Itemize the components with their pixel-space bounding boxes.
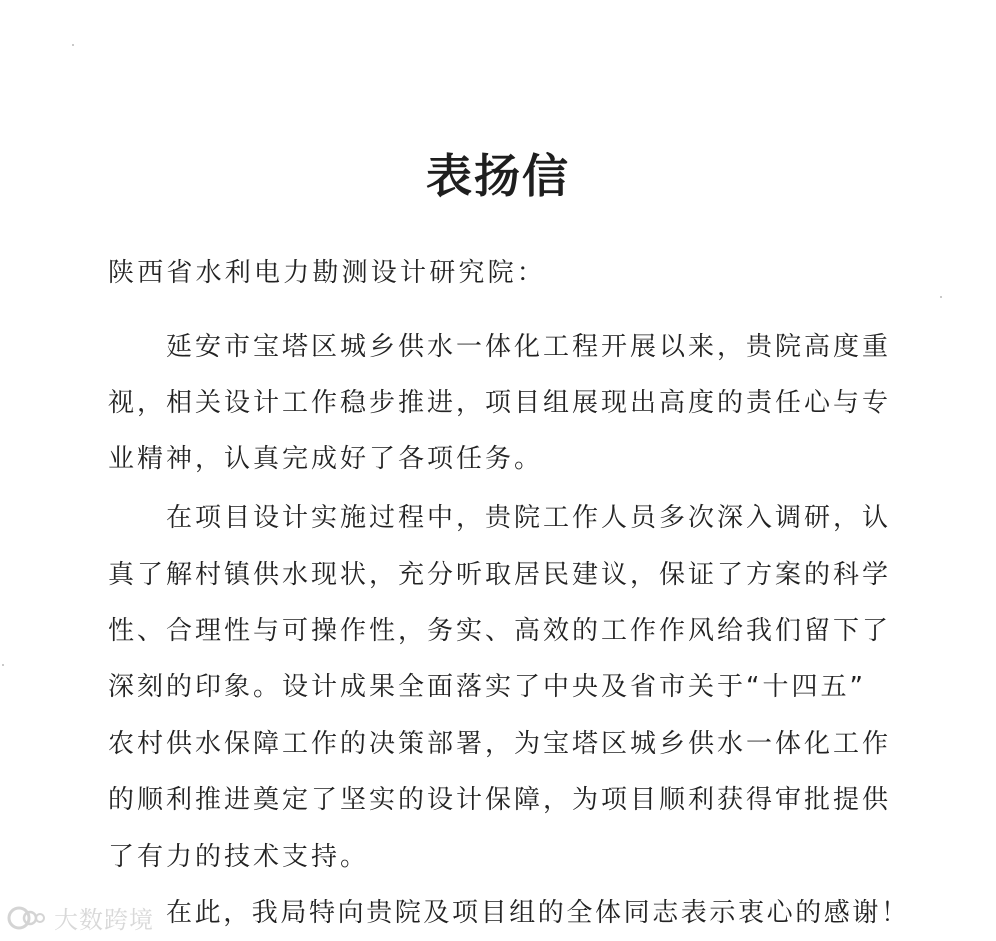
body-line: 深刻的印象。设计成果全面落实了中央及省市关于“十四五” [108,672,866,702]
body-line: 了有力的技术支持。 [108,842,370,872]
body-line: 性、合理性与可操作性，务实、高效的工作作风给我们留下了 [108,616,892,646]
body-line: 真了解村镇供水现状，充分听取居民建议，保证了方案的科学 [108,560,892,590]
watermark [6,900,154,935]
salutation: 陕西省水利电力勘测设计研究院： [108,258,547,288]
watermark-text: 大数跨境 [54,906,154,934]
body-line: 业精神，认真完成好了各项任务。 [108,444,544,474]
body-line: 在此，我局特向贵院及项目组的全体同志表示衷心的感谢！ [166,898,910,928]
scan-speck [72,44,74,46]
page-title: 表扬信 [426,149,570,203]
scan-speck [2,664,4,666]
body-line: 农村供水保障工作的决策部署，为宝塔区城乡供水一体化工作 [108,729,892,759]
body-line: 的顺利推进奠定了坚实的设计保障，为项目顺利获得审批提供 [108,785,892,815]
watermark-logo-icon [6,903,50,933]
scan-speck [940,296,942,298]
body-line: 在项目设计实施过程中，贵院工作人员多次深入调研，认 [166,503,892,533]
body-line: 视，相关设计工作稳步推进，项目组展现出高度的责任心与专 [108,388,892,418]
body-line: 延安市宝塔区城乡供水一体化工程开展以来，贵院高度重 [166,332,892,362]
